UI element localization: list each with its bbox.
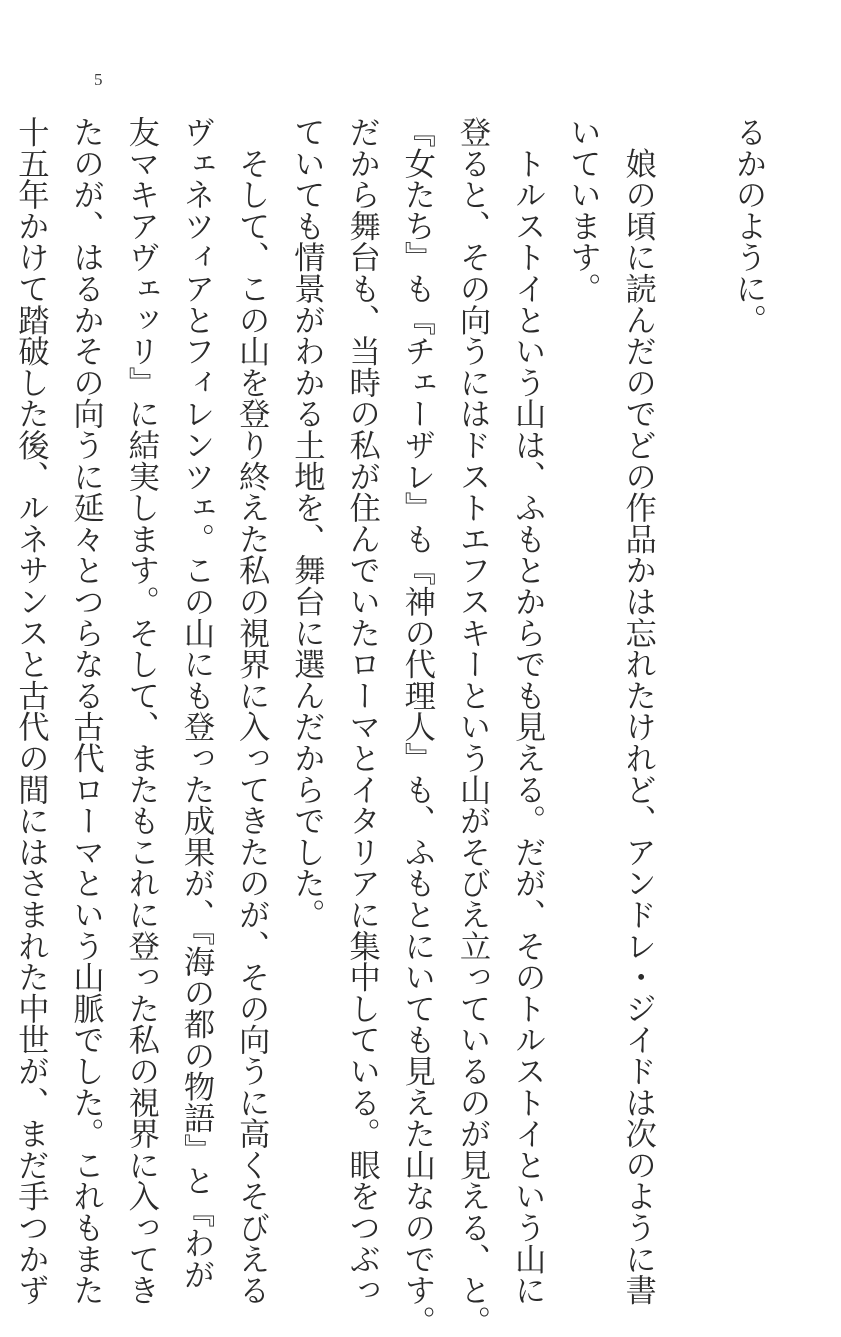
text-line: 娘の頃に読んだのでどの作品かは忘れたけれど、アンドレ・ジイドは次のように書 [619, 116, 656, 1306]
text-line: 十五年かけて踏破した後、ルネサンスと古代の間にはさまれた中世が、まだ手つかず [12, 116, 49, 1306]
text-line: だから舞台も、当時の私が住んでいたローマとイタリアに集中している。眼をつぶっ [343, 116, 380, 1306]
text-line: 友マキアヴェッリ』に結実します。そして、またもこれに登った私の視界に入ってき [122, 116, 159, 1306]
text-line: トルストイという山は、ふもとからでも見える。だが、そのトルストイという山に [509, 116, 546, 1306]
page-number: 5 [94, 70, 103, 89]
text-line [0, 116, 2, 1126]
paragraph-gap [665, 116, 720, 1126]
text-line: るかのように。 [730, 116, 766, 336]
vertical-text-body [0, 116, 775, 1337]
text-line: たのが、はるかその向うに延々とつらなる古代ローマという山脈でした。これもまた [67, 116, 104, 1306]
text-line: そして、この山を登り終えた私の視界に入ってきたのが、その向うに高くそびえる [233, 116, 270, 1306]
text-line: 『女たち』も『チェーザレ』も『神の代理人』も、ふもとにいても見えた山なのです。 [398, 116, 435, 1337]
text-line: ヴェネツィアとフィレンツェ。この山にも登った成果が、『海の都の物語』と『わが [177, 116, 214, 1290]
text-line: いています。 [564, 116, 601, 304]
text-line: 登ると、その向うにはドストエフスキーという山がそびえ立っているのが見える、と。 [454, 116, 490, 1337]
text-line: ていても情景がわかる土地を、舞台に選んだからでした。 [288, 116, 325, 930]
